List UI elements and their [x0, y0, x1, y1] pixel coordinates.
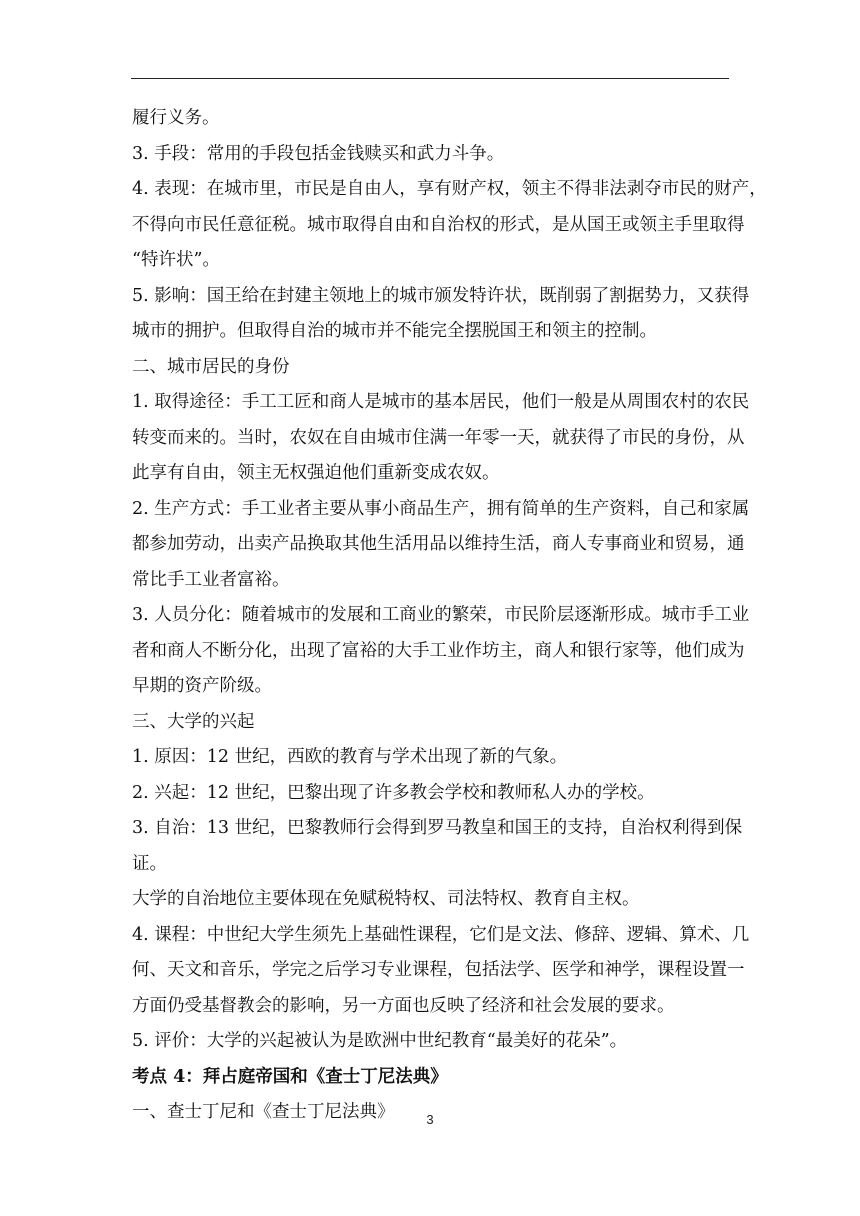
text-line: 证。: [132, 853, 167, 874]
text-line: 3. 手段：常用的手段包括金钱赎买和武力斗争。: [132, 143, 505, 164]
page-number: 3: [426, 1112, 434, 1127]
text-line: 5. 影响：国王给在封建主领地上的城市颁发特许状，既削弱了割据势力，又获得: [132, 285, 750, 306]
text-line: “特许状”。: [132, 250, 220, 270]
topic-heading: 考点 4：拜占庭帝国和《查士丁尼法典》: [132, 1066, 448, 1087]
text-line: 1. 原因：12 世纪，西欧的教育与学术出现了新的气象。: [132, 747, 568, 767]
text-line: 常比手工业者富裕。: [132, 569, 290, 590]
text-line: 何、天文和音乐，学完之后学习专业课程，包括法学、医学和神学，课程设置一: [132, 960, 745, 980]
section-heading: 三、大学的兴起: [132, 711, 255, 732]
text-line: 履行义务。: [132, 108, 220, 128]
text-line: 4. 课程：中世纪大学生须先上基础性课程，它们是文法、修辞、逻辑、算术、几: [132, 924, 750, 945]
section-heading: 二、城市居民的身份: [132, 356, 290, 377]
header-rule: [131, 78, 729, 79]
text-line: 此享有自由，领主无权强迫他们重新变成农奴。: [132, 463, 500, 483]
text-line: 1. 取得途径：手工工匠和商人是城市的基本居民，他们一般是从周围农村的农民: [132, 392, 750, 412]
document-body: [132, 101, 767, 1131]
text-line: 2. 生产方式：手工业者主要从事小商品生产，拥有简单的生产资料，自己和家属: [132, 498, 750, 519]
text-line: 4. 表现：在城市里，市民是自由人，享有财产权，领主不得非法剥夺市民的财产，: [132, 179, 767, 199]
text-line: 3. 人员分化：随着城市的发展和工商业的繁荣，市民阶层逐渐形成。城市手工业: [132, 605, 750, 625]
text-line: 2. 兴起：12 世纪，巴黎出现了许多教会学校和教师私人办的学校。: [132, 782, 655, 803]
text-line: 早期的资产阶级。: [132, 676, 272, 696]
section-heading: 一、查士丁尼和《查士丁尼法典》: [132, 1102, 395, 1122]
text-line: 都参加劳动，出卖产品换取其他生活用品以维持生活，商人专事商业和贸易，通: [132, 534, 745, 554]
text-line: 城市的拥护。但取得自治的城市并不能完全摆脱国王和领主的控制。: [132, 321, 657, 341]
text-line: 5. 评价：大学的兴起被认为是欧洲中世纪教育“最美好的花朵”。: [132, 1031, 628, 1051]
text-line: 者和商人不断分化，出现了富裕的大手工业作坊主，商人和银行家等，他们成为: [132, 640, 745, 661]
text-line: 转变而来的。当时，农奴在自由城市住满一年零一天，就获得了市民的身份，从: [132, 427, 745, 448]
text-line: 大学的自治地位主要体现在免赋税特权、司法特权、教育自主权。: [132, 889, 640, 909]
text-line: 3. 自治：13 世纪，巴黎教师行会得到罗马教皇和国王的支持，自治权利得到保: [132, 818, 743, 838]
text-line: 不得向市民任意征税。城市取得自由和自治权的形式，是从国王或领主手里取得: [132, 214, 745, 235]
text-line: 方面仍受基督教会的影响，另一方面也反映了经济和社会发展的要求。: [132, 995, 675, 1016]
